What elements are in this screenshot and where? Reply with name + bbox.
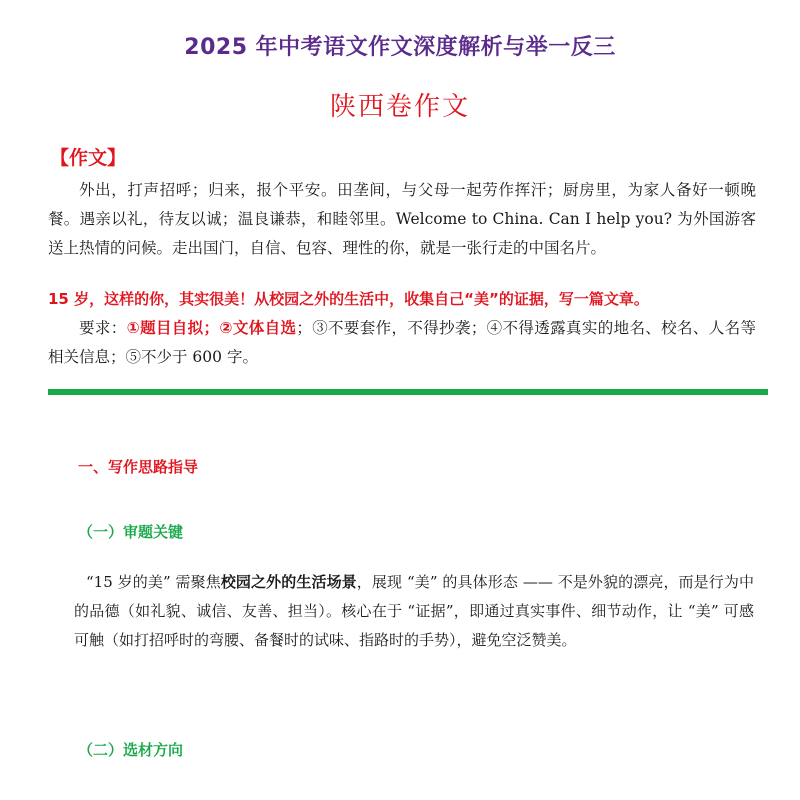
essay-label: 【作文】 [50, 147, 127, 169]
document-subtitle: 陕西卷作文 [329, 92, 470, 122]
essay-paragraph-1: 外出，打声招呼；归来，报个平安。田垄间，与父母一起劳作挥汗；厨房里，为家人备好一顿晚餐。遇亲以礼，待友以诚；温良谦恭，和睦邻里。Welcome to China. Can I help you? 为外国游客送上热情的问候。走出国门，自信、包容、理性的你，就是一张行走的中国名片。 [48, 181, 756, 257]
document-title: 2025 年中考语文作文深度解析与举一反三 [184, 35, 616, 60]
analysis-part-1: “15 岁的美” 需聚焦 [86, 573, 221, 591]
essay-prompt: 15 岁，这样的你，其实很美！从校园之外的生活中，收集自己“美”的证据，写一篇文章。 [48, 290, 649, 308]
section-divider [48, 389, 768, 395]
subsection-title-key-points: （一）审题关键 [78, 523, 184, 541]
requirements-rest: ；③不要套作，不得抄袭；④不得透露真实的地名、校名、人名等相关信息；⑤不少于 600 字。 [48, 319, 756, 366]
analysis-emphasis: 校园之外的生活场景 [220, 573, 357, 591]
requirements-prefix: 要求： [79, 319, 127, 337]
requirements-highlight: ①题目自拟；②文体自选 [126, 319, 297, 337]
analysis-part-2: ，展现 “美” 的具体形态 —— 不是外貌的漂亮，而是行为中的品德（如礼貌、诚信、友善、担当）。核心在于 “证据”，即通过真实事件、细节动作，让 “美” 可感可触（如打招呼时的弯腰、备餐时的试味、指路时的手势），避免空泛赞美。 [74, 573, 754, 649]
essay-requirements [48, 314, 756, 372]
analysis-paragraph [74, 568, 754, 655]
subsection-title-material: （二）选材方向 [78, 741, 184, 759]
section-title-writing-guide: 一、写作思路指导 [78, 458, 199, 476]
